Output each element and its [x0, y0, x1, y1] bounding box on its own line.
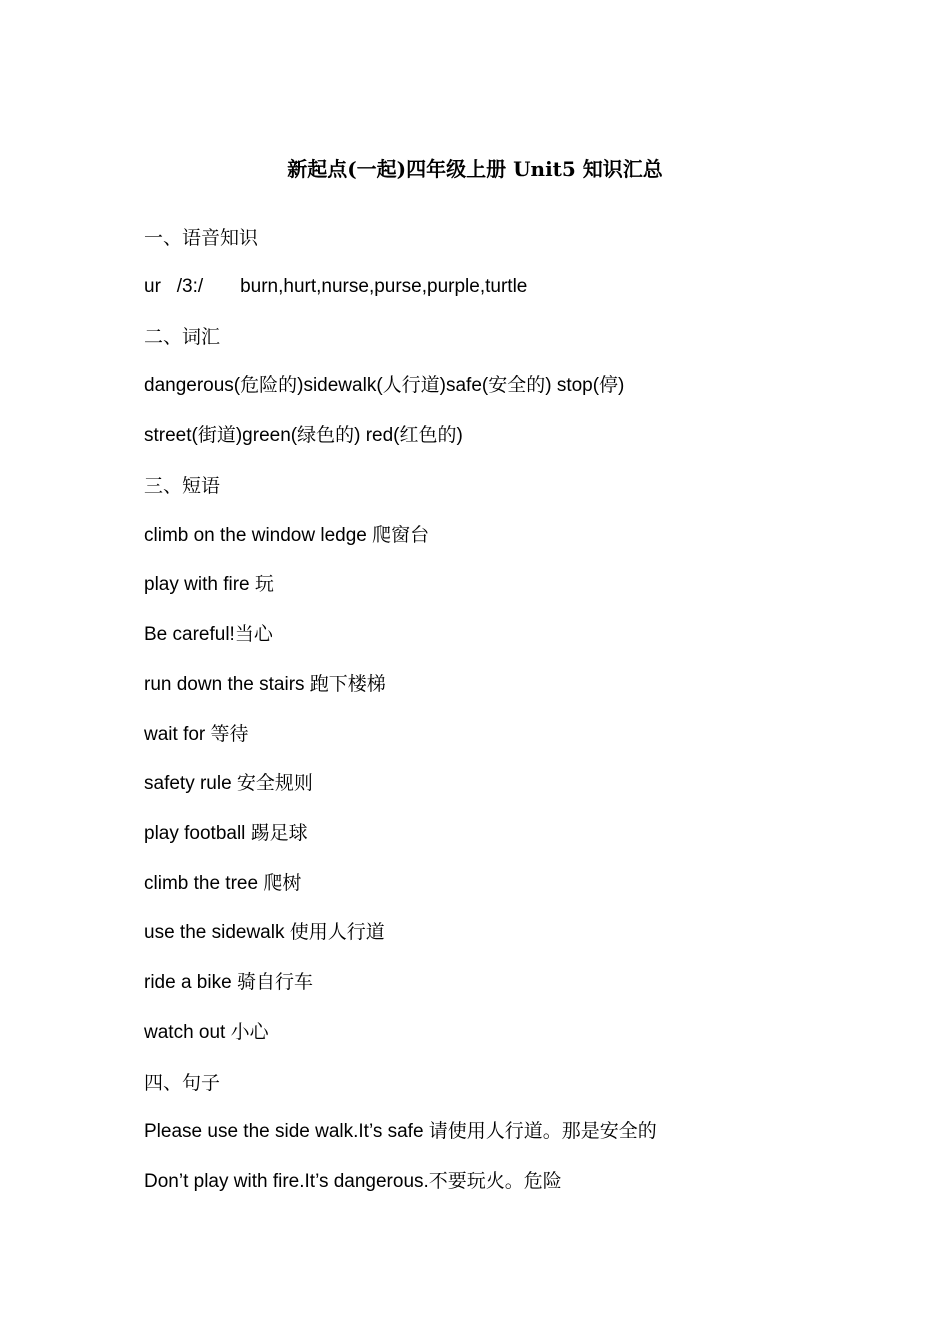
phrase-item: climb the tree 爬树: [144, 873, 302, 894]
section-heading-phrases: 三、短语: [144, 475, 221, 497]
phrase-item: use the sidewalk 使用人行道: [144, 922, 385, 943]
phrase-item: climb on the window ledge 爬窗台: [144, 525, 430, 546]
phrase-item: run down the stairs 跑下楼梯: [144, 674, 386, 695]
sentence-item: Please use the side walk.It’s safe 请使用人行道。那是安全的: [144, 1121, 657, 1142]
phrase-item: play with fire 玩: [144, 574, 274, 595]
phrase-item: Be careful!当心: [144, 624, 273, 645]
phrase-item: ride a bike 骑自行车: [144, 972, 313, 993]
document-title: 新起点(一起)四年级上册 Unit5 知识汇总: [287, 157, 663, 181]
phrase-item: safety rule 安全规则: [144, 773, 313, 794]
section-heading-phonics: 一、语音知识: [144, 227, 259, 249]
vocabulary-line: street(街道)green(绿色的) red(红色的): [144, 425, 463, 446]
phrase-item: wait for 等待: [144, 724, 249, 745]
phrase-item: watch out 小心: [144, 1022, 269, 1043]
sentence-item: Don’t play with fire.It’s dangerous.不要玩火。危险: [144, 1171, 562, 1192]
section-heading-vocabulary: 二、词汇: [144, 326, 221, 348]
vocabulary-line: dangerous(危险的)sidewalk(人行道)safe(安全的) stop(停): [144, 375, 625, 396]
phonics-line: ur /3:/ burn,hurt,nurse,purse,purple,turtle: [144, 276, 528, 297]
phrase-item: play football 踢足球: [144, 823, 308, 844]
section-heading-sentences: 四、句子: [144, 1072, 221, 1094]
